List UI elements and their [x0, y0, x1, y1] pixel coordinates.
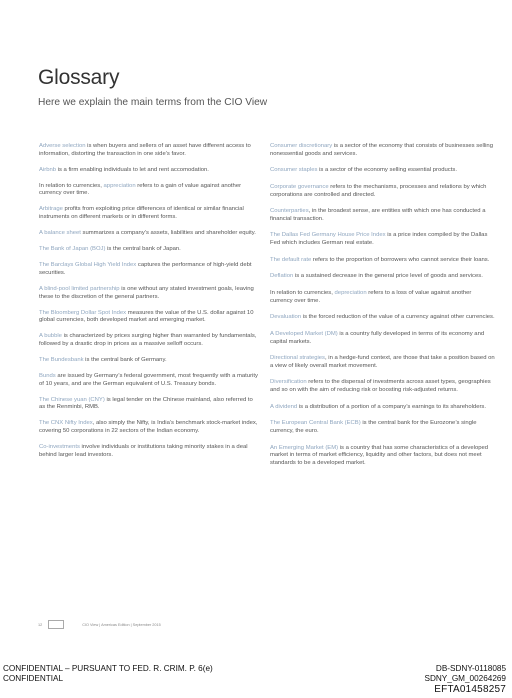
glossary-definition: In relation to currencies, — [270, 289, 335, 296]
glossary-term: appreciation — [103, 182, 136, 189]
glossary-term: The CNX Nifty Index — [39, 420, 93, 427]
glossary-term: Corporate governance — [270, 183, 329, 190]
glossary-term: A dividend — [270, 403, 298, 410]
page-number: 12 — [38, 622, 43, 627]
bates-number-2: SDNY_GM_00264269 — [424, 674, 506, 683]
glossary-term: Diversification — [270, 379, 307, 386]
confidential-stamp-line2: CONFIDENTIAL — [3, 674, 64, 683]
glossary-entry — [270, 143, 495, 158]
glossary-term: The Chinese yuan (CNY) — [39, 396, 105, 403]
glossary-entry — [270, 404, 495, 412]
glossary-definition: is a firm enabling individuals to let and rent accomodation. — [56, 166, 209, 173]
glossary-term: Devaluation — [270, 314, 302, 321]
glossary-definition: is the central bank of Germany. — [83, 356, 167, 363]
glossary-entry — [39, 246, 259, 254]
glossary-definition: , also simply the Nifty, is India’s benchmark stock-market index, covering 50 corporations in 22 sectors of the Indian economy. — [39, 420, 258, 435]
glossary-term: depreciation — [334, 289, 367, 296]
glossary-entry — [39, 333, 259, 348]
glossary-entry — [39, 262, 259, 277]
glossary-entry — [270, 331, 495, 346]
glossary-term: The Bundesbank — [39, 356, 84, 363]
efta-number: EFTA01458257 — [434, 684, 506, 695]
glossary-term: A Developed Market (DM) — [270, 330, 338, 337]
glossary-term: A balance sheet — [39, 230, 81, 237]
glossary-definition: captures the performance of high-yield debt securities. — [39, 262, 252, 276]
glossary-entry — [270, 184, 495, 199]
glossary-entry — [270, 314, 495, 322]
glossary-term: Airbnb — [39, 166, 57, 173]
glossary-definition: is a sector of the economy selling essential products. — [317, 167, 457, 174]
glossary-definition: is a sector of the economy that consists of businesses selling nonessential goods and services. — [270, 143, 493, 157]
glossary-definition: , in the broadest sense, are entities with which one has conducted a financial transaction. — [270, 208, 486, 222]
glossary-definition: is the central bank of Japan. — [105, 246, 181, 253]
glossary-term: Adverse selection — [39, 143, 86, 149]
glossary-definition: refers to the mechanisms, processes and relations by which corporations are controlled and directed. — [270, 183, 487, 198]
glossary-definition: involve individuals or institutions taking minority stakes in a deal behind larger lead investors. — [39, 444, 248, 458]
glossary-definition: is when buyers and sellers of an asset have different access to information, distorting the transaction in one side’s favor. — [39, 143, 251, 157]
glossary-definition: is a sustained decrease in the general price level of goods and services. — [293, 273, 483, 280]
glossary-definition: measures the value of the U.S. dollar against 10 global currencies, both developed market and emerging market. — [39, 309, 254, 324]
glossary-entry — [270, 273, 495, 281]
glossary-term: Counterparties — [270, 208, 309, 215]
glossary-entry — [270, 232, 495, 247]
glossary-definition: is a price index compiled by the Dallas Fed which includes German real estate. — [270, 232, 488, 247]
bates-number-1: DB-SDNY-0118085 — [435, 664, 506, 673]
glossary-term: The Bank of Japan (BOJ) — [39, 246, 106, 253]
glossary-term: Consumer discretionary — [270, 143, 333, 149]
glossary-term: Bunds — [39, 372, 56, 379]
glossary-term: The default rate — [270, 256, 312, 263]
glossary-entry — [39, 167, 259, 175]
glossary-term: The Barclays Global High Yield Index — [39, 262, 137, 269]
glossary-entry — [39, 143, 259, 158]
glossary-definition: are issued by Germany’s federal government, most frequently with a maturity of 10 years, and are the German equivalent of U.S. Treasury bonds. — [39, 372, 258, 387]
glossary-entry — [270, 420, 495, 435]
glossary-term: The European Central Bank (ECB) — [270, 420, 361, 427]
glossary-entry — [270, 355, 495, 370]
glossary-entry — [270, 167, 495, 175]
glossary-definition: refers to the dispersal of investments across asset types, geographies and so on with the aim of reducing risk or boosting risk-adjusted returns. — [270, 379, 491, 394]
glossary-definition: is legal tender on the Chinese mainland, also referred to as the Renminbi, RMB. — [39, 396, 253, 411]
glossary-entry — [270, 290, 495, 305]
glossary-term: Consumer staples — [270, 167, 318, 174]
glossary-definition: is one without any stated investment goals, leaving these to the discretion of the general partners. — [39, 285, 254, 300]
glossary-entry — [39, 444, 259, 459]
glossary-definition: is the forced reduction of the value of a currency against other currencies. — [301, 314, 495, 321]
glossary-term: The Dallas Fed Germany House Price Index — [270, 232, 386, 239]
glossary-entry — [270, 257, 495, 265]
glossary-definition: is characterized by prices surging higher than warranted by fundamentals, followed by a drastic drop in prices as a massive selloff occurs. — [39, 333, 257, 347]
glossary-entry — [39, 206, 259, 221]
glossary-term: Directional strategies — [270, 355, 326, 362]
glossary-entry — [39, 286, 259, 301]
glossary-entry — [39, 420, 259, 435]
glossary-entry — [39, 357, 259, 365]
glossary-entry — [270, 445, 495, 468]
glossary-entry — [270, 379, 495, 394]
glossary-entry — [39, 373, 259, 388]
glossary-entry — [39, 183, 259, 198]
confidential-stamp-line1: CONFIDENTIAL – PURSUANT TO FED. R. CRIM. P. 6(e) — [3, 664, 213, 673]
glossary-term: Deflation — [270, 273, 294, 280]
glossary-definition: is the central bank for the Eurozone’s single currency, the euro. — [270, 420, 477, 435]
glossary-entry — [39, 310, 259, 325]
publication-name: CIO View | Americas Edition | September 2015 — [82, 622, 161, 627]
glossary-definition: is a country that has some characteristics of a developed market in terms of market efficiency, liquidity and other factors, but does not meet standards to be a developed market. — [270, 444, 489, 467]
glossary-left-column — [39, 143, 259, 468]
glossary-definition: refers to a gain of value against another currency over time. — [39, 182, 242, 197]
glossary-term: Co-investments — [39, 444, 80, 451]
page-title: Glossary — [38, 66, 120, 89]
glossary-term: Arbitrage — [39, 206, 63, 213]
glossary-entry — [39, 397, 259, 412]
glossary-term: An Emerging Market (EM) — [270, 444, 339, 451]
page-footer — [38, 620, 161, 629]
glossary-right-column — [270, 143, 495, 477]
glossary-definition: profits from exploiting price differences of identical or similar financial instruments on different markets or in different forms. — [39, 206, 244, 221]
glossary-entry — [39, 230, 259, 238]
glossary-term: A blind-pool limited partnership — [39, 285, 120, 292]
glossary-definition: In relation to currencies, — [39, 182, 104, 189]
glossary-definition: refers to a loss of value against another currency over time. — [270, 289, 472, 304]
deutsche-bank-logo-icon — [48, 620, 64, 629]
glossary-definition: , in a hedge-fund context, are those that take a position based on a view of likely overall market movement. — [270, 355, 495, 369]
glossary-definition: refers to the proportion of borrowers who cannot service their loans. — [311, 256, 490, 263]
glossary-definition: is a country fully developed in terms of its economy and capital markets. — [270, 330, 485, 345]
glossary-definition: is a distribution of a portion of a company’s earnings to its shareholders. — [297, 403, 487, 410]
glossary-term: The Bloomberg Dollar Spot Index — [39, 309, 127, 316]
glossary-entry — [270, 208, 495, 223]
glossary-term: A bubble — [39, 333, 62, 340]
page-subtitle: Here we explain the main terms from the CIO View — [38, 97, 268, 108]
glossary-definition: summarizes a company’s assets, liabilities and shareholder equity. — [80, 230, 256, 237]
